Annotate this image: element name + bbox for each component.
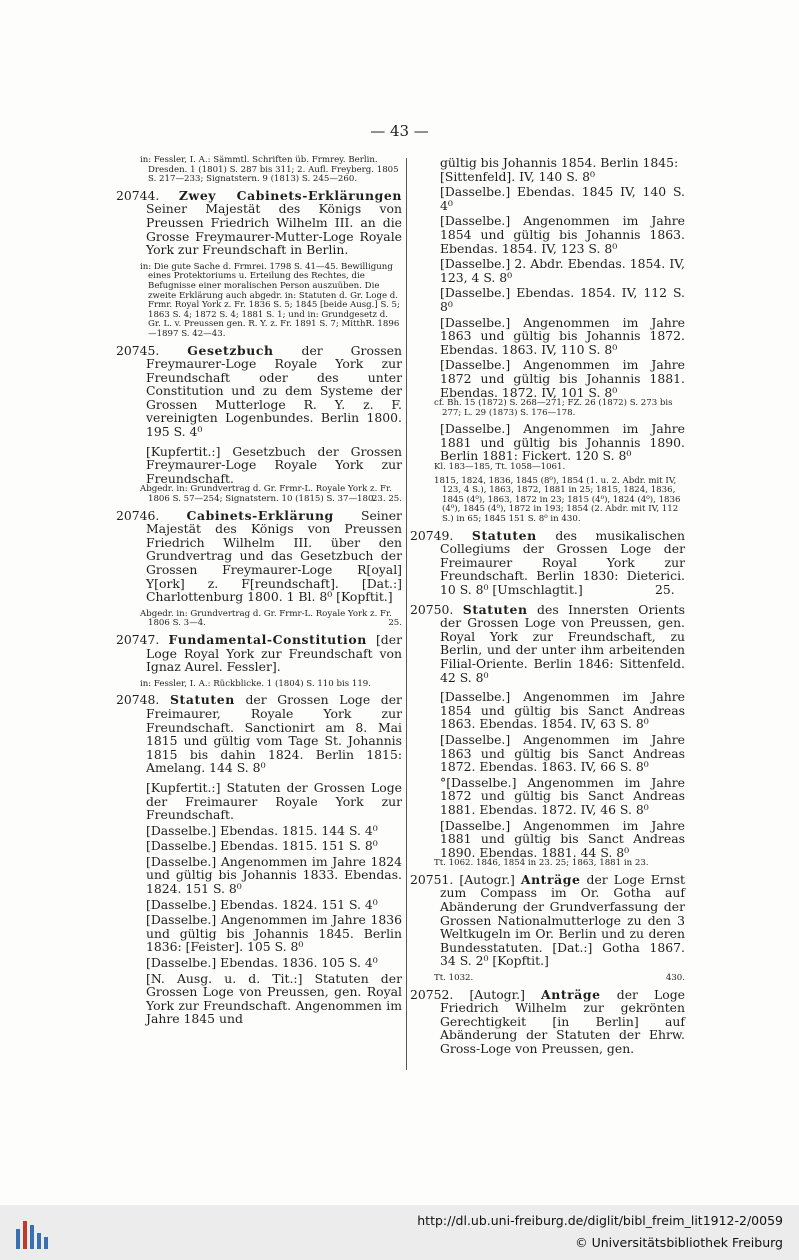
edition-variant	[116, 913, 402, 954]
entry-title: Gesetzbuch	[187, 342, 274, 358]
entry-body: der Grossen Freymaurer-Loge Royale York zur Freundschaft oder des unter Constitution und zu dem Systeme der Grossen Mutterloge R. Y. z. F. vereinigten Logenbundes. Berlin 1800. 195 S. 4⁰	[146, 342, 402, 440]
entry-body: des Innersten Orients der Grossen Loge von Preussen, gen. Royal York zur Freundschaft, zu Berlin, und der unter ihm arbeitenden Filial-Oriente. Berlin 1846: Sittenfeld. 42 S. 8⁰	[440, 601, 685, 685]
entry-body: der Loge Ernst zum Compass im Or. Gotha auf Abänderung der Grundverfassung der Grossen Nationalmutterloge zu den 3 Weltkugeln im Or. Berlin und zu deren Bundesstatuten. [Dat.:] Gotha 1867. 34 S. 2⁰ [Kopftit.]	[440, 871, 685, 969]
entry-title: Cabinets-Erklärung	[186, 507, 334, 523]
variant-text: [Dasselbe.] Angenommen im Jahre 1881 und gültig bis Johannis 1890. Berlin 1881: Fickert. 120 S. 8⁰	[440, 421, 685, 464]
entry-body: der Loge Friedrich Wilhelm zur gekrönten Gerechtigkeit [in Berlin] auf Abänderung der Statuten der Ehrw. Gross-Loge von Preussen, gen.	[440, 986, 685, 1056]
edition-variant	[410, 690, 685, 731]
document-url[interactable]: http://dl.ub.uni-freiburg.de/diglit/bibl_freim_lit1912-2/0059	[417, 1213, 783, 1228]
bibliography-entry	[410, 988, 685, 1056]
bibliography-entry	[116, 344, 402, 439]
bibliography-entry	[116, 693, 402, 775]
entry-title: Anträge	[520, 871, 581, 887]
entry-prefix: [Autogr.]	[459, 871, 521, 887]
entry-note	[410, 463, 685, 473]
variant-text: [Dasselbe.] Ebendas. 1845 IV, 140 S. 4⁰	[440, 184, 685, 213]
entry-note	[410, 399, 685, 418]
bibliography-entry	[116, 509, 402, 604]
note-text: in: Die gute Sache d. Frmrei. 1798 S. 41—45. Bewilligung eines Protektoriums u. Erteilung des Rechtes, die Befugnisse einer moralischen Person auszuüben. Die zweite Erklärung auch abgedr. in: Statuten d. Gr. Loge d. Frmr. Royal York z. Fr. 1836 S. 5; 1845 [beide Ausg.] S. 5; 1863 S. 4; 1872 S. 4; 1881 S. 1; und in: Grundgesetz d. Gr. L. v. Preussen gen. R. Y. z. Fr. 1891 S. 7; MitthR. 1896—1897 S. 42—43.	[140, 261, 400, 339]
bibliography-entry	[116, 189, 402, 257]
entry-body: Seiner Majestät des Königs von Preussen Friedrich Wilhelm III. über den Grundvertrag und das Gesetzbuch der Grossen Freymaurer-Loge R[oyal] Y[ork] z. F[reundschaft]. [Dat.:] Charlottenburg 1800. 1 Bl. 8⁰ [Kopftit.]	[146, 507, 402, 605]
viewer-footer	[0, 1205, 799, 1260]
entry-title: Anträge	[541, 986, 601, 1002]
entry-note	[116, 485, 402, 504]
variant-text: [Dasselbe.] Angenommen im Jahre 1854 und gültig bis Sanct Andreas 1863. Ebendas. 1854. IV, 63 S. 8⁰	[440, 689, 685, 732]
variant-text: [Dasselbe.] Angenommen im Jahre 1836 und gültig bis Johannis 1845. Berlin 1836: [Feister]. 105 S. 8⁰	[146, 912, 402, 955]
entry-number: 20752.	[410, 986, 454, 1002]
edition-variant	[410, 819, 685, 860]
page-number: — 43 —	[370, 122, 429, 140]
entry-note	[410, 859, 685, 869]
edition-variant	[410, 257, 685, 284]
library-sigla: 430.	[665, 973, 685, 984]
entry-title: Statuten	[471, 527, 537, 543]
entry-title: Fundamental-Constitution	[168, 631, 367, 647]
entry-continuation	[410, 156, 685, 183]
bibliography-entry: 20749. Statuten des musikalischen Collegiums der Grossen Loge der Freimaurer Royal York zur Freundschaft. Berlin 1830: Dieterici. 10 S. 8⁰ [Umschlagtit.] 25.	[410, 527, 685, 597]
entry-note	[410, 974, 685, 984]
note-text: Abgedr. in: Grundvertrag d. Gr. Frmr-L. Royale York z. Fr. 1806 S. 3—4.	[140, 608, 392, 629]
edition-variant	[116, 445, 402, 486]
entry-title: Zwey Cabinets-Erklärungen	[178, 187, 402, 203]
edition-variant	[116, 956, 402, 970]
entry-note	[116, 610, 402, 629]
library-sigla: 23. 25.	[371, 494, 402, 505]
note-text: in: Fessler, I. A.: Sämmtl. Schriften üb. Frmrey. Berlin. Dresden. 1 (1801) S. 287 bis 311; 2. Aufl. Freyberg. 1805 S. 217—233; Signatstern. 9 (1813) S. 245—260.	[140, 155, 399, 185]
entry-number: 20745.	[116, 342, 160, 358]
left-column	[116, 156, 402, 1026]
edition-variant	[116, 972, 402, 1026]
note-text: Tt. 1032.	[434, 973, 474, 984]
right-column	[410, 156, 685, 1062]
variant-text: [Dasselbe.] 2. Abdr. Ebendas. 1854. IV, 123, 4 S. 8⁰	[440, 256, 685, 285]
edition-variant	[410, 185, 685, 212]
variant-text: [Kupfertit.:] Statuten der Grossen Loge der Freimaurer Royale York zur Freundschaft.	[146, 779, 402, 823]
edition-variant	[116, 824, 402, 838]
variant-text: [Dasselbe.] Angenommen im Jahre 1863 und gültig bis Sanct Andreas 1872. Ebendas. 1863. IV, 66 S. 8⁰	[440, 731, 685, 775]
variant-text: [Dasselbe.] Angenommen im Jahre 1854 und gültig bis Johannis 1863. Ebendas. 1854. IV, 123 S. 8⁰	[440, 213, 685, 256]
entry-number: 20747.	[116, 631, 160, 647]
note-text: in: Fessler, I. A.: Rückblicke. 1 (1804) S. 110 bis 119.	[140, 678, 371, 689]
edition-variant	[116, 855, 402, 896]
variant-text: [Kupfertit.:] Gesetzbuch der Grossen Freymaurer-Loge Royale York zur Freundschaft.	[146, 443, 402, 486]
entry-note	[116, 263, 402, 340]
entry-number: 20746.	[116, 507, 160, 523]
variant-text: [Dasselbe.] Angenommen im Jahre 1824 und gültig bis Johannis 1833. Ebendas. 1824. 151 S. 8⁰	[146, 853, 402, 897]
entry-note	[116, 680, 402, 690]
column-divider	[406, 158, 407, 1070]
variant-text: °[Dasselbe.] Angenommen im Jahre 1872 und gültig bis Sanct Andreas 1881. Ebendas. 1872. IV, 46 S. 8⁰	[440, 774, 685, 817]
entry-body: des musikalischen Collegiums der Grossen Loge der Freimaurer Royal York zur Freundschaft. Berlin 1830: Dieterici. 10 S. 8⁰ [Umschlagtit.]	[440, 527, 685, 597]
bibliography-entry	[116, 633, 402, 674]
variant-text: [Dasselbe.] Ebendas. 1824. 151 S. 4⁰	[146, 896, 378, 912]
entry-number: 20751.	[410, 871, 454, 887]
entry-body: [der Loge Royal York zur Freundschaft von Ignaz Aurel. Fessler].	[146, 631, 402, 675]
edition-variant	[410, 733, 685, 774]
variant-text: [Dasselbe.] Ebendas. 1815. 144 S. 4⁰	[146, 822, 378, 838]
variant-text: [Dasselbe.] Ebendas. 1836. 105 S. 4⁰	[146, 955, 378, 971]
edition-variant	[410, 286, 685, 313]
variant-text: [Dasselbe.] Ebendas. 1815. 151 S. 8⁰	[146, 838, 378, 854]
entry-number: 20749.	[410, 527, 454, 543]
edition-variant	[410, 316, 685, 357]
variant-text: [Dasselbe.] Ebendas. 1854. IV, 112 S. 8⁰	[440, 285, 685, 314]
entry-body: Seiner Majestät des Königs von Preussen Friedrich Wilhelm III. an die Grosse Freymaurer-Mutter-Loge Royale York zur Freundschaft in Berlin.	[146, 201, 402, 258]
note-text: 1815, 1824, 1836, 1845 (8⁰), 1854 (1. u. 2. Abdr. mit IV, 123, 4 S.), 1863, 1872, 1881 in 25; 1815, 1824, 1836, 1845 (4⁰), 1863, 1872 in 23; 1815 (4⁰), 1824 (4⁰), 1836 (4⁰), 1845 (4⁰), 1872 in 193; 1854 (2. Abdr. mit IV, 112 S.) in 65; 1845 151 S. 8⁰ in 430.	[434, 475, 681, 525]
bibliography-entry	[410, 873, 685, 968]
variant-text: [Dasselbe.] Angenommen im Jahre 1872 und gültig bis Johannis 1881. Ebendas. 1872. IV, 101 S. 8⁰	[440, 357, 685, 400]
entry-number: 20750.	[410, 601, 454, 617]
copyright-notice: © Universitätsbibliothek Freiburg	[575, 1235, 783, 1250]
variant-text: [N. Ausg. u. d. Tit.:] Statuten der Grossen Loge von Preussen, gen. Royal York zur Freundschaft. Angenommen im Jahre 1845 und	[146, 970, 402, 1027]
note-text: Tt. 1062. 1846, 1854 in 23. 25; 1863, 1881 in 23.	[434, 858, 649, 869]
variant-text: [Dasselbe.] Angenommen im Jahre 1881 und gültig bis Sanct Andreas 1890. Ebendas. 1881. 44 S. 8⁰	[440, 817, 685, 860]
entry-title: Statuten	[169, 692, 235, 708]
edition-variant	[410, 358, 685, 399]
entry-prefix: [Autogr.]	[469, 986, 542, 1002]
library-sigla: 25.	[388, 618, 402, 629]
edition-variant	[410, 776, 685, 817]
edition-variant	[410, 422, 685, 463]
entry-body: der Grossen Loge der Freimaurer, Royale York zur Freundschaft. Sanctionirt am 8. Mai 1815 und gültig vom Tage St. Johannis 1815 bis dahin 1824. Berlin 1815: Amelang. 144 S. 8⁰	[146, 692, 402, 776]
entry-note	[116, 156, 402, 185]
ub-freiburg-logo-icon	[12, 1215, 52, 1255]
continuation-text: gültig bis Johannis 1854. Berlin 1845: [Sittenfeld]. IV, 140 S. 8⁰	[440, 155, 679, 184]
edition-variant	[116, 839, 402, 853]
variant-text: [Dasselbe.] Angenommen im Jahre 1863 und gültig bis Johannis 1872. Ebendas. 1863. IV, 110 S. 8⁰	[440, 314, 685, 357]
edition-variant	[116, 781, 402, 822]
note-text: Kl. 183—185, Tt. 1058—1061.	[434, 462, 566, 473]
entry-number: 20744.	[116, 187, 160, 203]
bibliography-entry	[410, 603, 685, 685]
edition-variant	[116, 898, 402, 912]
note-text: Abgedr. in: Grundvertrag d. Gr. Frmr-L. Royale York z. Fr. 1806 S. 57—254; Signatstern. 10 (1815) S. 37—180.	[140, 484, 392, 505]
note-text: cf. Bh. 15 (1872) S. 268—271; FZ. 26 (1872) S. 273 bis 277; L. 29 (1873) S. 176—178.	[434, 398, 673, 418]
entry-note	[410, 477, 685, 525]
entry-title: Statuten	[462, 601, 528, 617]
edition-variant	[410, 214, 685, 255]
entry-number: 20748.	[116, 692, 160, 708]
